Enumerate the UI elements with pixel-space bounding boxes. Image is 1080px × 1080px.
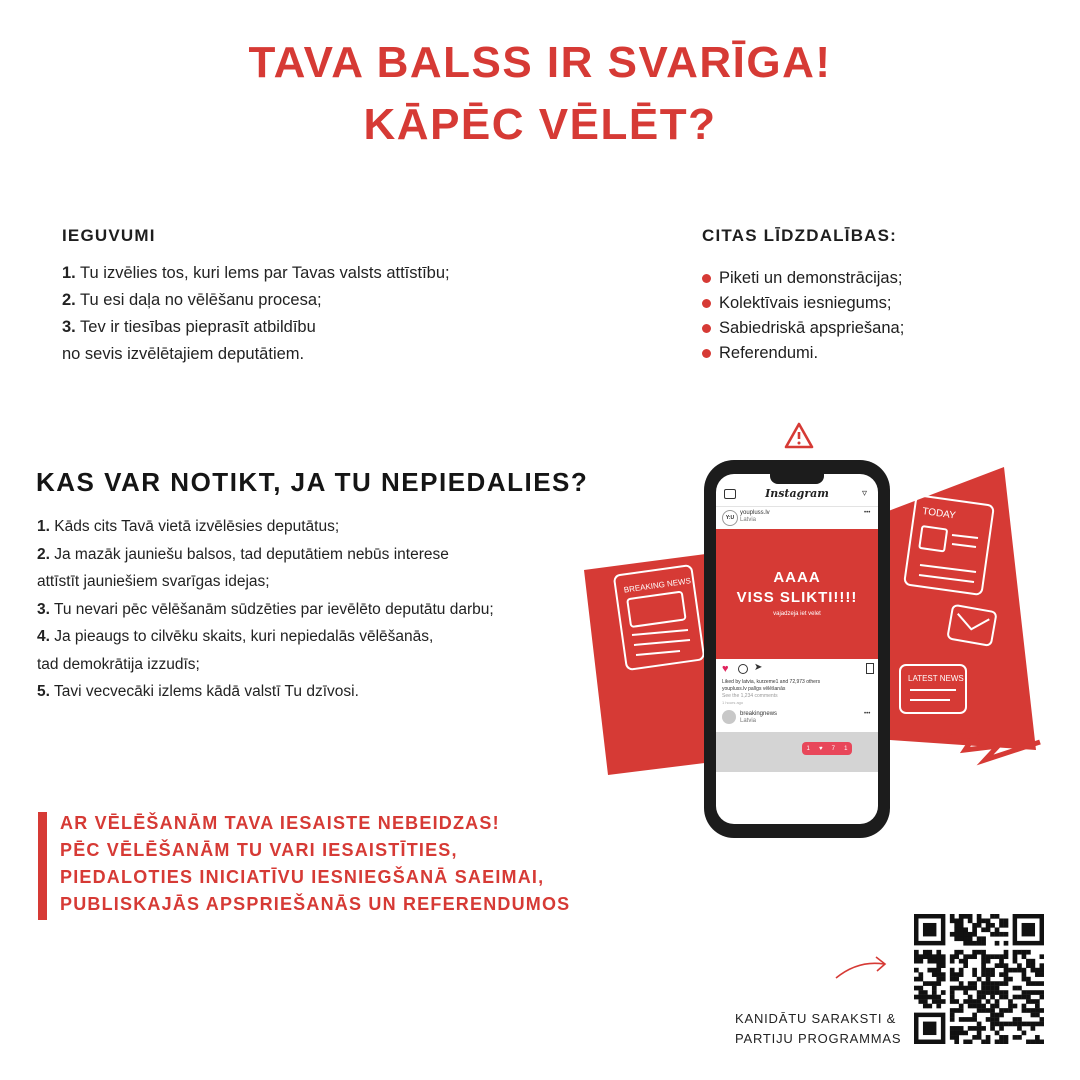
- benefits-heading: IEGUVUMI: [62, 226, 156, 245]
- qr-code-pattern: [914, 914, 1044, 1044]
- participation-item: Referendumi.: [702, 341, 904, 366]
- bullet-dot: [702, 324, 711, 333]
- consequence-line: 3. Tu nevari pēc vēlēšanām sūdzēties par ievēlēto deputātu darbu;: [37, 600, 494, 618]
- post-subtext: vajadzeja iet velet: [773, 611, 821, 617]
- benefit-item-3: 3. Tev ir tiesības pieprasīt atbildību: [62, 318, 316, 336]
- notif-comment-count: 1: [806, 745, 810, 752]
- today-label: TODAY: [921, 506, 957, 522]
- other-participation-heading: CITAS LĪDZDALĪBAS:: [702, 226, 898, 245]
- participation-item: Sabiedriskā apspriešana;: [702, 316, 904, 341]
- benefit-item-3-continuation: no sevis izvēlētajiem deputātiem.: [62, 345, 305, 363]
- consequence-line: 2. Ja mazāk jauniešu balsos, tad deputātiem nebūs interese: [37, 545, 449, 563]
- arrow-right-icon: [834, 952, 890, 982]
- view-comments-link[interactable]: See the 1,234 comments: [722, 693, 778, 699]
- post-image: [716, 529, 878, 659]
- comment-account-location: Latvia: [740, 718, 757, 724]
- callout-line: AR VĒLĒŠANĀM TAVA IESAISTE NEBEIDZAS!: [60, 813, 500, 833]
- consequence-line: attīstīt jauniešiem svarīgas idejas;: [37, 573, 270, 590]
- warning-icon: [786, 424, 812, 447]
- post-caption: youpluss.lv palīgs vēlēšanās: [722, 686, 786, 692]
- bullet-dot: [702, 349, 711, 358]
- post-headline-1: AAAA: [773, 569, 821, 586]
- participation-item: Kolektīvais iesniegums;: [702, 291, 904, 316]
- account-name[interactable]: youpluss.lv: [740, 510, 770, 516]
- phone-screen: [716, 474, 878, 824]
- consequence-line: 1. Kāds cits Tavā vietā izvēlēsies deputātus;: [37, 518, 340, 535]
- comment-account-name[interactable]: breakingnews: [740, 711, 778, 717]
- bullet-dot: [702, 299, 711, 308]
- consequences-list: [37, 518, 494, 711]
- qr-caption-line-1: KANIDĀTU SARAKSTI &: [735, 1011, 897, 1026]
- phone-notch: [770, 474, 824, 484]
- notification-bubble[interactable]: [802, 742, 852, 755]
- callout-line: PUBLISKAJĀS APSPRIEŠANĀS UN REFERENDUMOS: [60, 894, 571, 914]
- latest-news-label: LATEST NEWS: [908, 674, 964, 683]
- qr-code[interactable]: [914, 914, 1044, 1044]
- phone-mockup: [704, 460, 890, 838]
- page-title-line-2: KĀPĒC VĒLĒT?: [363, 100, 717, 149]
- benefits-list: [62, 264, 450, 372]
- app-logo: Instagram: [765, 487, 829, 500]
- participation-item: Piketi un demonstrācijas;: [702, 266, 904, 291]
- like-heart-icon[interactable]: ♥: [722, 663, 729, 675]
- callout-text: [60, 813, 570, 921]
- benefit-item-1: 1. Tu izvēlies tos, kuri lems par Tavas valsts attīstību;: [62, 264, 450, 282]
- notif-heart-icon: ♥: [818, 745, 823, 752]
- share-icon[interactable]: ➤: [754, 662, 763, 673]
- post-headline-2: VISS SLIKTI!!!!: [736, 589, 858, 606]
- bullet-dot: [702, 274, 711, 283]
- liked-by-text: Liked by latvia, kurzeme1 and 72,973 others: [722, 679, 821, 685]
- feed-footer: [716, 732, 878, 772]
- top-divider: [716, 506, 878, 507]
- callout-line: PĒC VĒLĒŠANĀM TU VARI IESAISTĪTIES,: [60, 840, 458, 860]
- more-options-icon[interactable]: •••: [864, 510, 871, 516]
- callout-accent-bar: [38, 812, 47, 920]
- consequence-line: 4. Ja pieaugs to cilvēku skaits, kuri nepiedalās vēlēšanās,: [37, 628, 434, 645]
- notif-follow-count: 1: [844, 745, 848, 752]
- page-title-line-1: TAVA BALSS IR SVARĪGA!: [248, 38, 832, 87]
- other-participation-list: [702, 266, 904, 366]
- account-location: Latvia: [740, 517, 757, 523]
- qr-caption-line-2: PARTIJU PROGRAMMAS: [735, 1031, 902, 1046]
- bookmark-icon[interactable]: [866, 663, 874, 674]
- account-avatar[interactable]: Y:U: [722, 510, 738, 526]
- comment-icon[interactable]: [738, 664, 748, 674]
- notif-like-count: 7: [831, 745, 835, 752]
- callout-line: PIEDALOTIES INICIATĪVU IESNIEGŠANĀ SAEIMAI,: [60, 867, 545, 887]
- consequences-heading: KAS VAR NOTIKT, JA TU NEPIEDALIES?: [36, 467, 589, 497]
- consequence-line: 5. Tavi vecvecāki izlems kādā valstī Tu dzīvosi.: [37, 683, 359, 700]
- consequence-line: tad demokrātija izzudīs;: [37, 655, 200, 673]
- benefit-item-2: 2. Tu esi daļa no vēlēšanu procesa;: [62, 291, 322, 309]
- more-options-icon-2[interactable]: •••: [864, 711, 871, 717]
- post-time: 1 hours ago: [722, 700, 744, 705]
- breaking-news-label: BREAKING NEWS: [623, 576, 692, 595]
- comment-avatar[interactable]: [722, 710, 736, 724]
- direct-message-icon[interactable]: ▿: [862, 488, 868, 499]
